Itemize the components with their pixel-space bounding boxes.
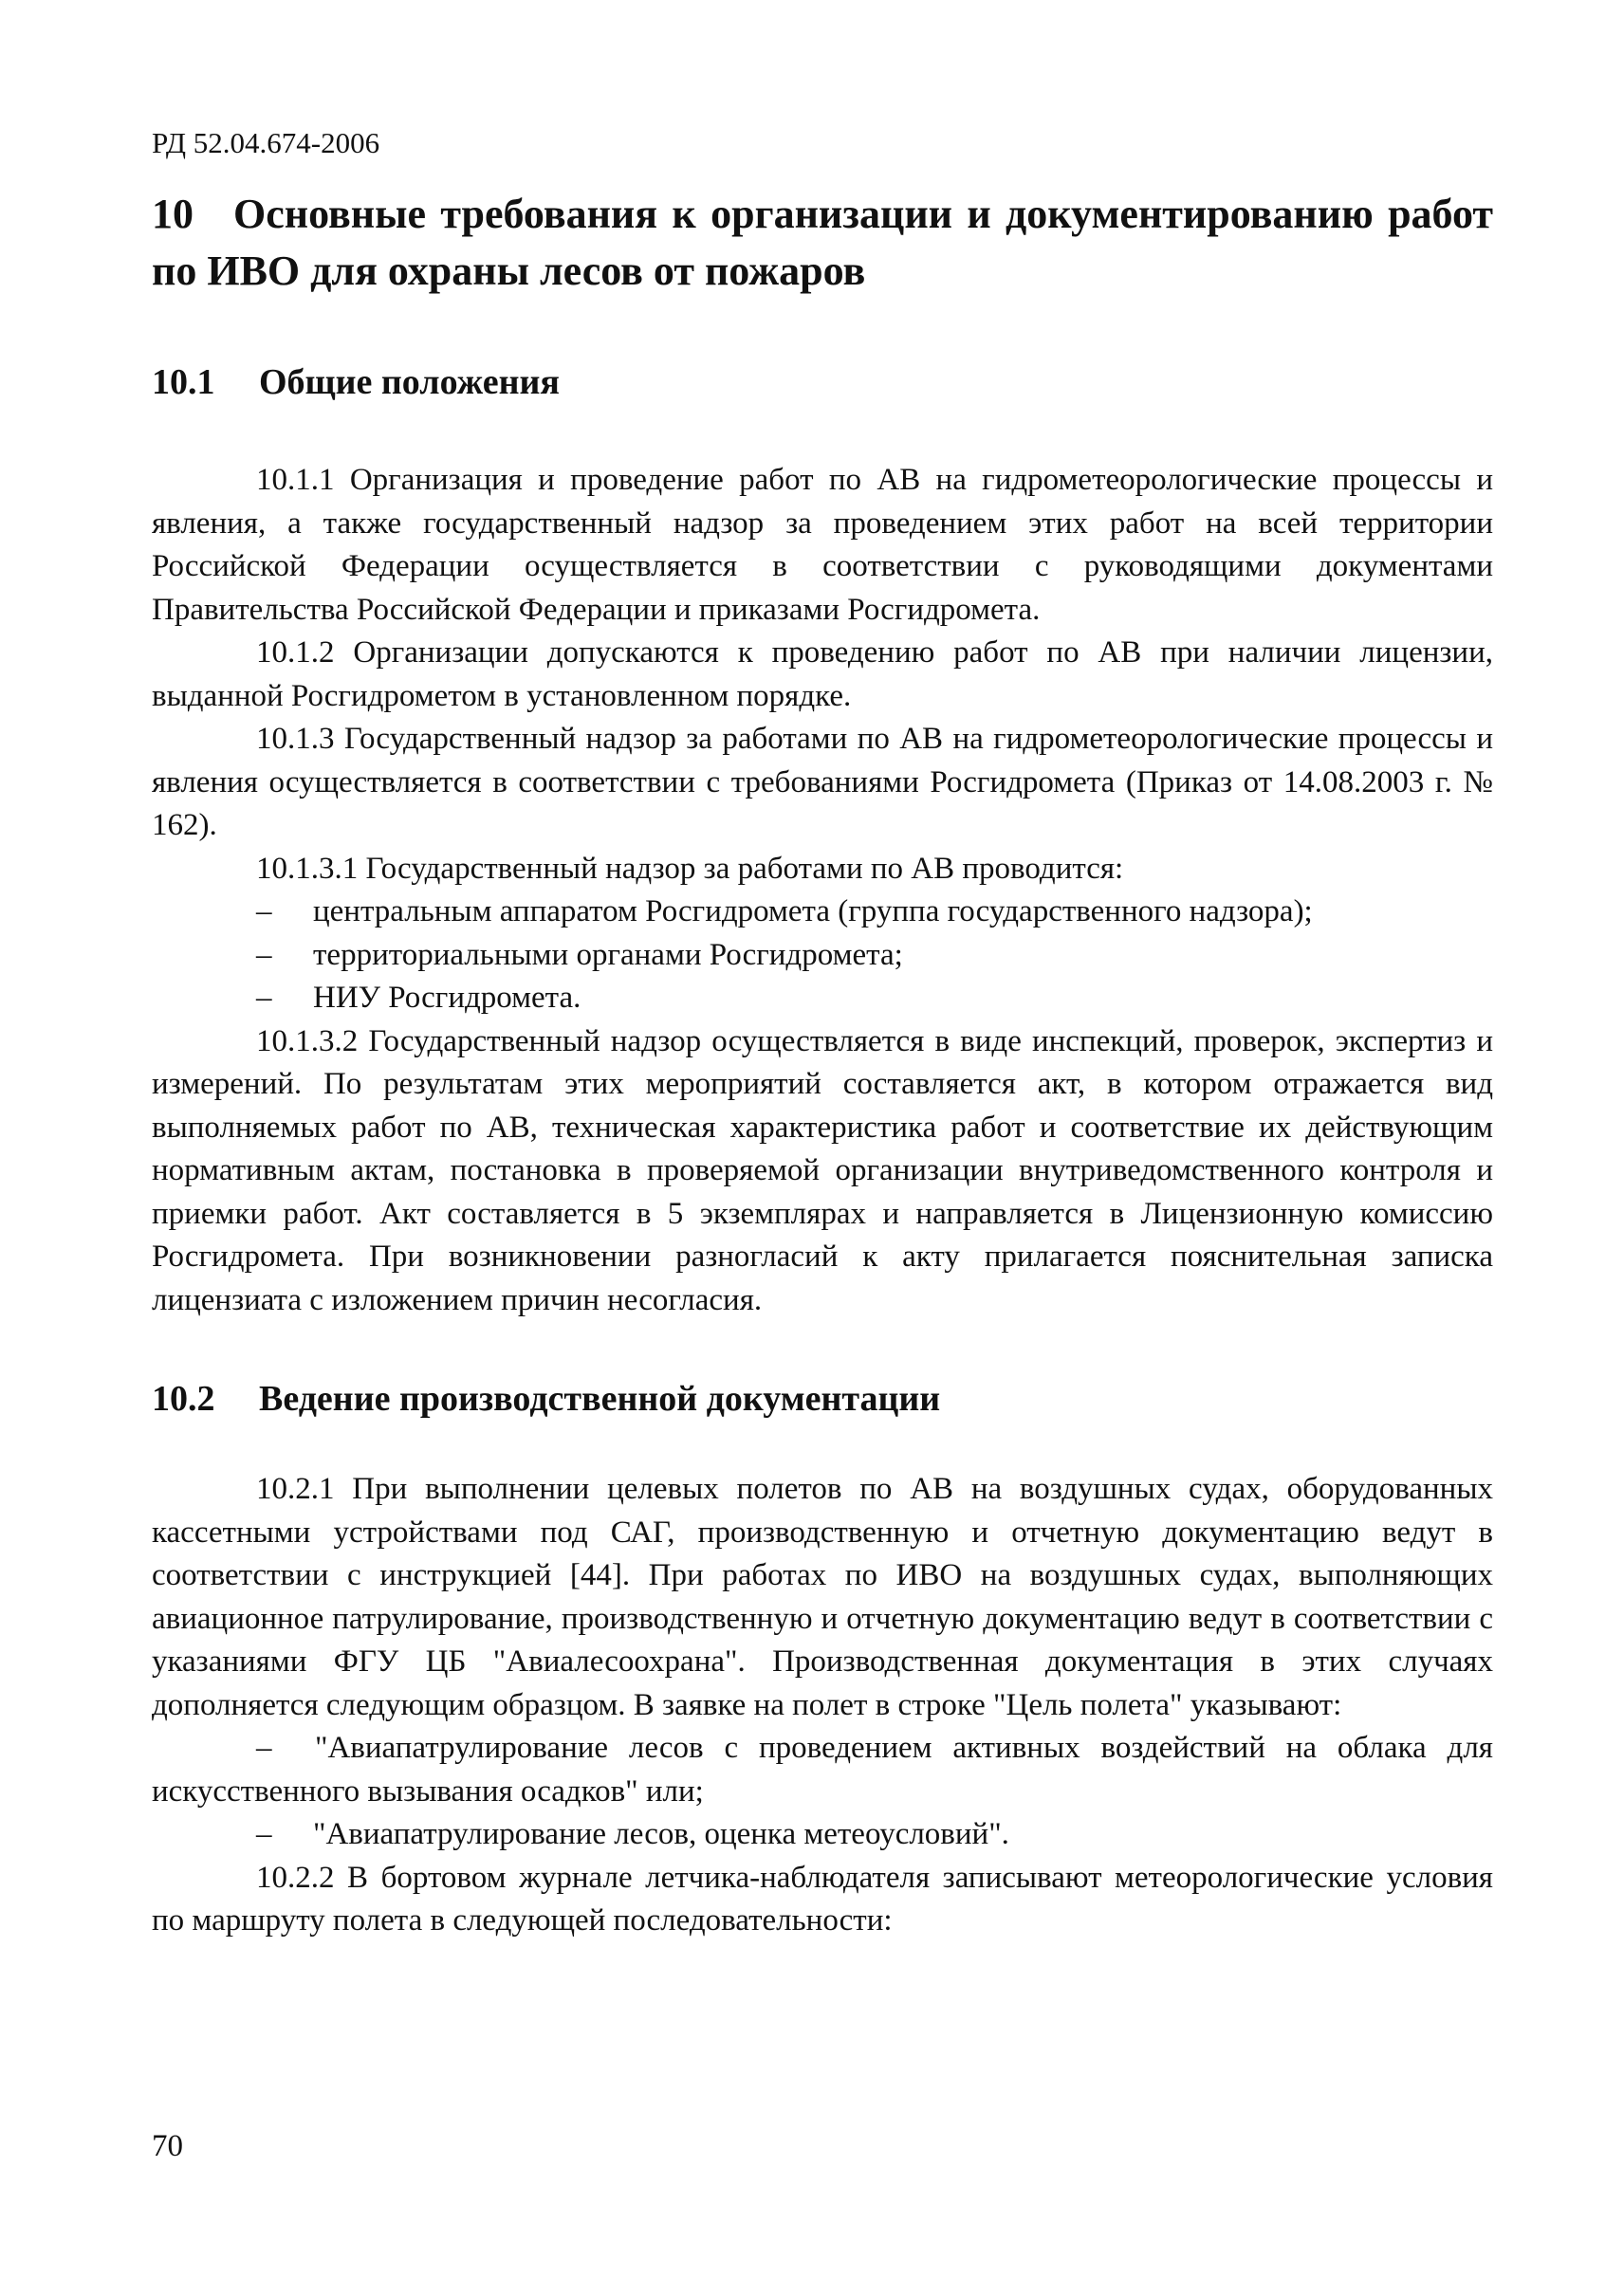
chapter-heading [152, 186, 1493, 300]
list-item-text: центральным аппаратом Росгидромета (группа государственного надзора); [313, 894, 1313, 928]
list-item [152, 934, 1493, 978]
page-content [152, 186, 1493, 1943]
chapter-number: 10 [152, 191, 194, 237]
dash-bullet: – [256, 1817, 272, 1851]
paragraph: 10.1.3.1 Государственный надзор за работами по АВ проводится: [256, 851, 1124, 886]
section-title: Ведение производственной документации [259, 1379, 941, 1419]
page-number: 70 [152, 2129, 183, 2163]
list-item [152, 891, 1493, 934]
list-item-text: "Авиапатрулирование лесов, оценка метеоусловий". [313, 1817, 1009, 1851]
list-item-text: НИУ Росгидромета. [313, 981, 581, 1015]
list-item [152, 1813, 1493, 1857]
dash-bullet: – [256, 981, 272, 1015]
list-item [152, 977, 1493, 1020]
list-item-text: "Авиапатрулирование лесов с проведением активных воздействий на облака для искусственного вызывания осадков" или; [152, 1731, 1493, 1809]
paragraph: 10.2.2 В бортовом журнале летчика-наблюдателя записывают метеорологические условия по маршруту полета в следующей последовательности: [152, 1860, 1493, 1938]
paragraph: 10.1.1 Организация и проведение работ по АВ на гидрометеорологические процессы и явления, а также государственный надзор за проведением этих работ на всей территории Российской Федерации осуществляется в соответствии с руководящими документами Правительства Российской Федерации и приказами Росгидромета. [152, 463, 1493, 627]
list-item [152, 1727, 1493, 1813]
section-number: 10.2 [152, 1379, 215, 1419]
section-heading [152, 360, 1493, 404]
paragraph: 10.1.2 Организации допускаются к проведению работ по АВ при наличии лицензии, выданной Росгидрометом в установленном порядке. [152, 635, 1493, 713]
dash-bullet: – [256, 894, 272, 928]
paragraph: 10.1.3.2 Государственный надзор осуществляется в виде инспекций, проверок, экспертиз и измерений. По результатам этих мероприятий составляется акт, в котором отражается вид выполняемых работ по АВ, техническая характеристика работ и соответствие их действующим нормативным актам, постановка в проверяемой организации внутриведомственного контроля и приемки работ. Акт составляется в 5 экземплярах и направляется в Лицензионную комиссию Росгидромета. При возникновении разногласий к акту прилагается пояснительная записка лицензиата с изложением причин несогласия. [152, 1023, 1493, 1317]
dash-bullet: – [256, 1731, 272, 1765]
section-heading [152, 1377, 1493, 1421]
paragraph: 10.1.3 Государственный надзор за работами по АВ на гидрометеорологические процессы и явления осуществляется в соответствии с требованиями Росгидромета (Приказ от 14.08.2003 г. № 162). [152, 722, 1493, 842]
paragraph: 10.2.1 При выполнении целевых полетов по АВ на воздушных судах, оборудованных кассетными устройствами под САГ, производственную и отчетную документацию ведут в соответствии с инструкцией [44]. При работах по ИВО на воздушных судах, выполняющих авиационное патрулирование, производственную и отчетную документацию ведут в соответствии с указаниями ФГУ ЦБ "Авиалесоохрана". Производственная документация в этих случаях дополняется следующим образцом. В заявке на полет в строке "Цель полета" указывают: [152, 1472, 1493, 1722]
list-item-text: территориальными органами Росгидромета; [313, 937, 903, 972]
section-body [152, 1468, 1493, 1943]
section-body [152, 459, 1493, 1322]
section-number: 10.1 [152, 362, 215, 402]
document-code: РД 52.04.674-2006 [152, 126, 380, 159]
chapter-title: Основные требования к организации и документированию работ по ИВО для охраны лесов от пожаров [152, 191, 1493, 294]
section-title: Общие положения [259, 362, 560, 402]
dash-bullet: – [256, 937, 272, 972]
